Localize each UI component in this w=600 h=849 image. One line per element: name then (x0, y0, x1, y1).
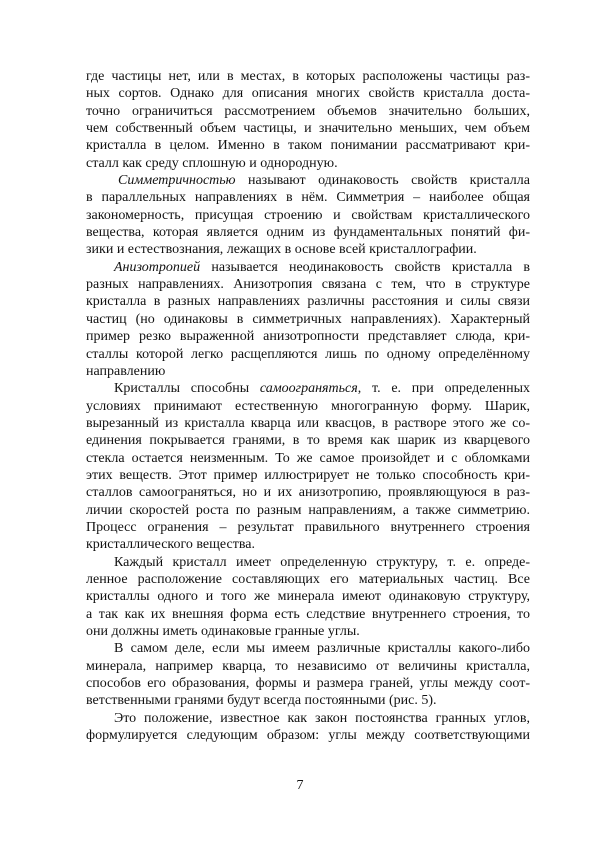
text-segment: Процесс огранения – результат правильного внутреннего строения (86, 519, 530, 535)
text-line (86, 484, 530, 501)
text-segment: вещества, которая является одним из фундаментальных понятий фи- (86, 225, 530, 241)
text-line (86, 103, 530, 120)
text-segment: Кристаллы способны (114, 381, 260, 397)
text-segment: пример резко выраженной анизотропности представляет слюда, кри- (86, 329, 530, 345)
text-line (86, 536, 530, 553)
text-line (86, 606, 530, 623)
text-line (86, 259, 530, 276)
text-segment: кристаллического вещества. (86, 537, 255, 553)
text-segment: ветственными гранями будут всегда постоянными (рис. 5). (86, 693, 437, 709)
text-segment: чем собственный объем частицы, и значительно меньших, чем объем (86, 121, 530, 137)
text-segment: В самом деле, если мы имеем различные кристаллы какого-либо (114, 641, 530, 657)
text-segment: частиц (но одинаковы в симметричных направлениях). Характерный (86, 311, 530, 327)
text-line (86, 675, 530, 692)
text-segment: ных сортов. Однако для описания многих свойств кристалла доста- (86, 86, 530, 102)
text-segment: условиях принимают естественную многогранную форму. Шарик, (86, 398, 530, 414)
text-line (86, 85, 530, 102)
text-line (86, 172, 530, 189)
text-segment: Это положение, известное как закон постоянства гранных углов, (114, 710, 530, 726)
text-line (86, 450, 530, 467)
text-line (86, 241, 530, 258)
text-segment: кристалла в целом. Именно в таком понимании рассматривают кри- (86, 138, 530, 154)
text-segment: где частицы нет, или в местах, в которых расположены частицы раз- (86, 69, 530, 84)
text-segment: закономерность, присущая строению и свойствам кристаллического (86, 207, 530, 223)
text-line (86, 346, 530, 363)
text-line (86, 363, 530, 380)
italic-term: Симметричностью (118, 173, 236, 189)
text-line (86, 623, 530, 640)
text-line (86, 727, 530, 744)
text-line (86, 640, 530, 657)
text-line (86, 68, 530, 85)
text-line (86, 120, 530, 137)
text-line (86, 554, 530, 571)
italic-term: самоограняться (259, 381, 358, 397)
text-segment: кристалла в разных направлениях различны расстояния и силы связи (86, 294, 530, 310)
text-line (86, 415, 530, 432)
text-line (86, 467, 530, 484)
page-number: 7 (296, 778, 304, 793)
text-line (86, 571, 530, 588)
text-segment: они должны иметь одинаковые гранные углы. (86, 624, 360, 639)
text-segment: вырезанный из кристалла кварца или квасцов, в растворе этого же со- (86, 415, 530, 431)
text-segment: способов его образования, формы и размера граней, углы между соот- (86, 676, 530, 692)
text-line (86, 502, 530, 519)
text-segment: этих веществ. Этот пример иллюстрирует не только способность кри- (86, 467, 530, 483)
text-segment: , т. е. при определенных (357, 381, 530, 397)
text-segment: кристаллы одного и того же минерала имеют одинаковую структуру, (86, 589, 530, 605)
text-line (86, 137, 530, 154)
text-segment: в параллельных направлениях в нём. Симметрия – наиболее общая (86, 190, 530, 206)
page-body (86, 68, 530, 744)
text-segment: называют одинаковость свойств кристалла (235, 173, 530, 189)
text-line (86, 311, 530, 328)
text-segment: направлению (86, 363, 166, 379)
text-segment: разных направлениях. Анизотропия связана с тем, что в структуре (86, 277, 530, 293)
text-line (86, 328, 530, 345)
text-segment: формулируется следующим образом: углы между соответствующими (86, 728, 530, 744)
text-segment: называется неодинаковость свойств кристалла в (200, 259, 530, 275)
text-line (86, 380, 530, 397)
text-line (86, 432, 530, 449)
text-segment: стекла остается неизменным. То же самое произойдет и с обломками (86, 450, 530, 466)
text-line (86, 398, 530, 415)
text-segment: сталлов самоограняться, но и их анизотропию, проявляющуюся в раз- (86, 485, 530, 501)
text-segment: минерала, например кварца, то независимо от величины кристалла, (86, 658, 530, 674)
text-segment: сталл как среду сплошную и однородную. (86, 155, 338, 171)
text-line (86, 588, 530, 605)
text-line (86, 189, 530, 206)
text-line (86, 692, 530, 709)
text-line (86, 519, 530, 536)
text-segment: сталлы которой легко расщепляются лишь по одному определённому (86, 346, 530, 362)
text-line (86, 155, 530, 172)
italic-term: Анизотропией (114, 259, 201, 275)
text-line (86, 710, 530, 727)
text-line (86, 293, 530, 310)
text-line (86, 207, 530, 224)
text-segment: Каждый кристалл имеет определенную структуру, т. е. опреде- (114, 554, 530, 570)
text-line (86, 276, 530, 293)
text-segment: единения покрывается гранями, в то время как шарик из кварцевого (86, 433, 530, 449)
text-segment: а так как их внешняя форма есть следствие внутреннего строения, то (86, 606, 530, 622)
text-segment: точно ограничиться рассмотрением объемов значительно больших, (86, 103, 530, 119)
text-line (86, 224, 530, 241)
text-line (86, 658, 530, 675)
text-segment: ленное расположение составляющих его материальных частиц. Все (86, 571, 530, 587)
text-segment: зики и естествознания, лежащих в основе всей кристаллографии. (86, 242, 477, 258)
text-segment: личии скоростей роста по разным направлениям, а также симметрию. (86, 502, 530, 518)
